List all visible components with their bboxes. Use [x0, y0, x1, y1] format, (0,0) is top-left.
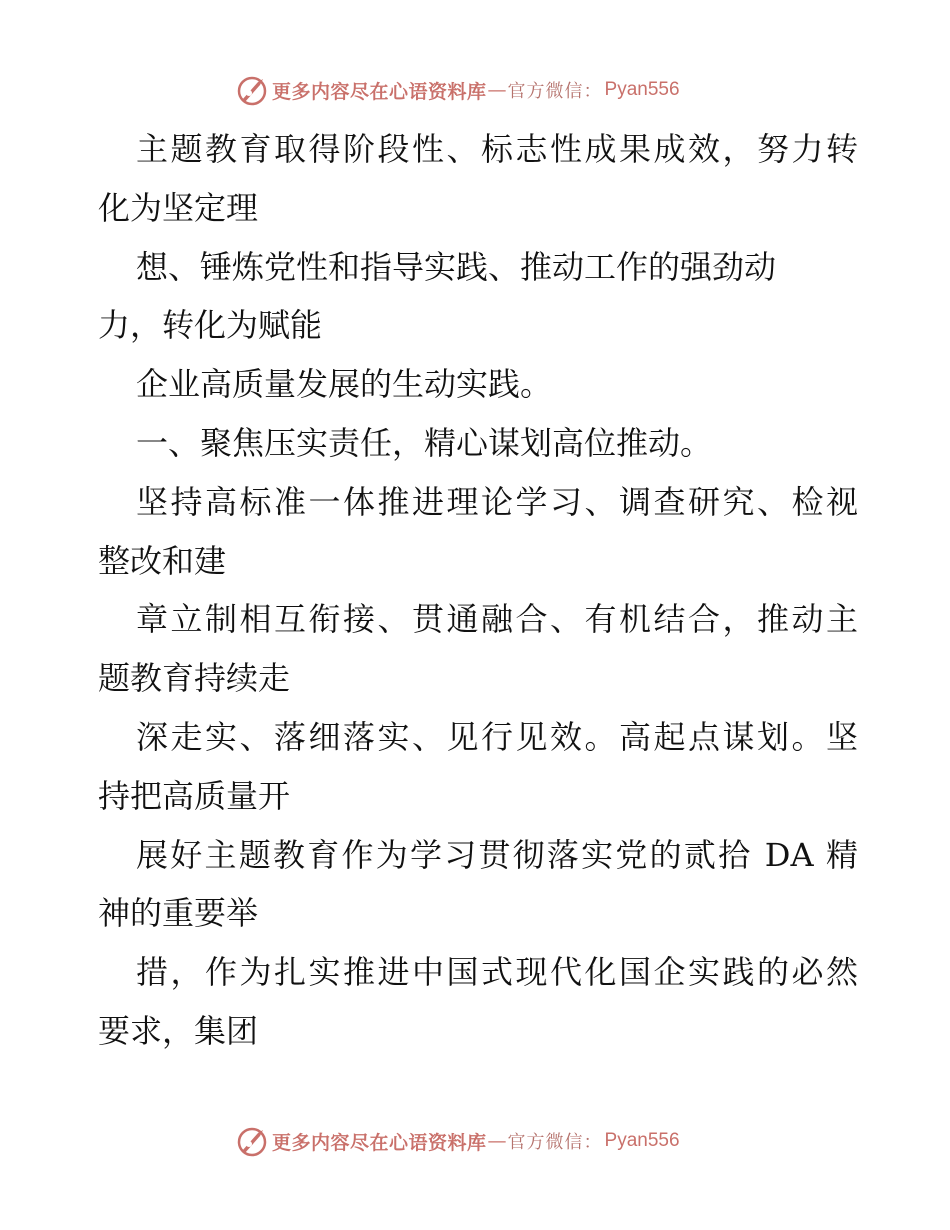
text-line: 化为坚定理 — [98, 188, 259, 227]
pen-logo-icon — [236, 1125, 268, 1157]
footer-watermark-separator: — — [487, 1130, 507, 1152]
text-line: 企业高质量发展的生动实践。 — [136, 365, 553, 404]
header-watermark-separator: — — [487, 79, 507, 101]
text-line: 题教育持续走 — [98, 659, 291, 698]
pen-logo-icon — [236, 74, 268, 106]
text-line: 整改和建 — [98, 541, 227, 580]
text-line: 要求，集团 — [98, 1011, 259, 1050]
footer-watermark-wechat-id: Pyan556 — [604, 1130, 680, 1151]
section-heading: 一、聚焦压实责任，精心谋划高位推动。 — [136, 423, 713, 462]
header-watermark — [236, 73, 716, 107]
body-text — [98, 120, 858, 1061]
text-line: 坚持高标准一体推进理论学习、调查研究、检视 — [136, 482, 858, 521]
footer-watermark-wechat-label: 官方微信： — [507, 1132, 603, 1153]
text-line: 措，作为扎实推进中国式现代化国企实践的必然 — [136, 953, 858, 992]
footer-watermark-title: 更多内容尽在心语资料库 — [272, 1131, 487, 1154]
header-watermark-wechat-label: 官方微信： — [507, 81, 603, 102]
text-line: 力，转化为赋能 — [98, 306, 323, 345]
header-watermark-wechat-id: Pyan556 — [604, 79, 680, 100]
text-line: 想、锤炼党性和指导实践、推动工作的强劲动 — [136, 247, 777, 286]
text-line: 章立制相互衔接、贯通融合、有机结合，推动主 — [136, 600, 858, 639]
header-watermark-title: 更多内容尽在心语资料库 — [272, 80, 487, 103]
text-line: 深走实、落细落实、见行见效。高起点谋划。坚 — [136, 717, 858, 756]
text-line: 展好主题教育作为学习贯彻落实党的贰拾 DA 精 — [136, 835, 858, 874]
footer-watermark — [236, 1124, 716, 1158]
text-line: 持把高质量开 — [98, 776, 291, 815]
text-line: 主题教育取得阶段性、标志性成果成效，努力转 — [136, 130, 858, 168]
text-line: 神的重要举 — [98, 894, 259, 933]
